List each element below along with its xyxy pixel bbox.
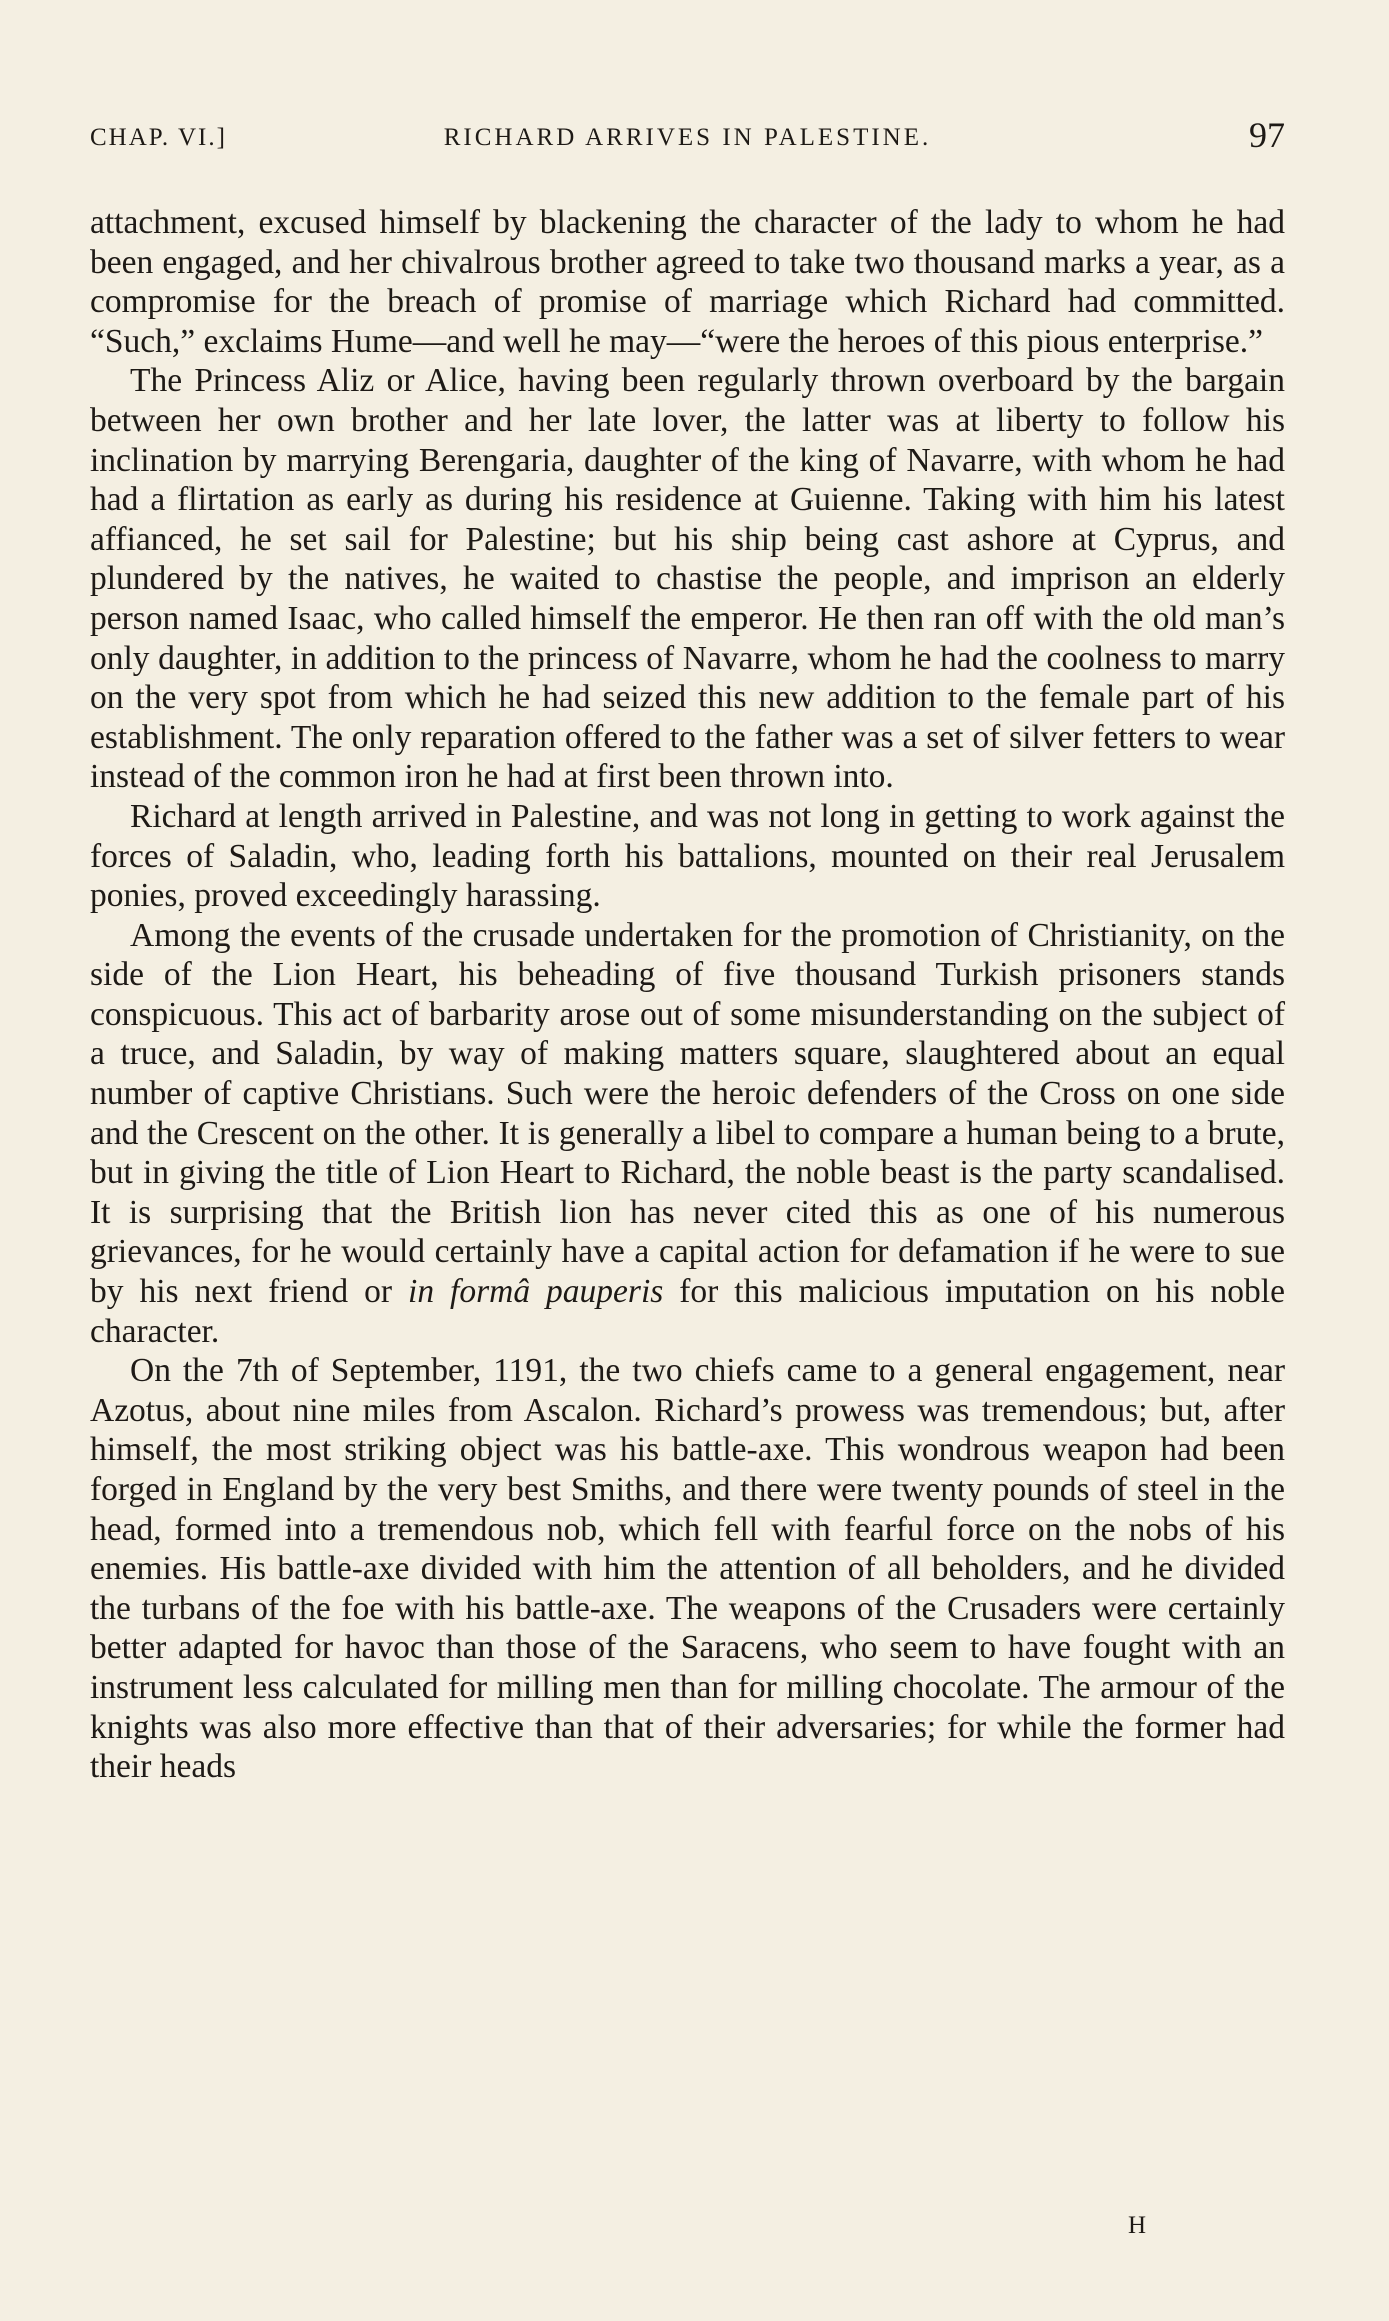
paragraph: [90, 361, 1285, 797]
signature-mark: H: [1128, 2212, 1148, 2239]
latin-phrase: in formâ pauperis: [408, 1273, 664, 1311]
page-number: 97: [1249, 115, 1285, 155]
chapter-label: CHAP. VI.]: [90, 124, 227, 151]
running-title: RICHARD ARRIVES IN PALESTINE.: [443, 124, 932, 151]
paragraph: [90, 916, 1285, 1352]
paragraph-text: attachment, excused himself by blackening the character of the lady to whom he had been engaged, and her chivalrous brother agreed to take two thousand marks a year, as a compromise for the breach of promise of marriage which Richard had committed. “Such,” exclaims Hume—and well he may—“were the heroes of this pious enterprise.”: [90, 204, 1285, 360]
body-text: [90, 203, 1285, 1787]
paragraph-text: On the 7th of September, 1191, the two chiefs came to a general engagement, near Azotus, about nine miles from Ascalon. Richard’s prowess was tremendous; but, after himself, the most striking object was his battle-axe. This wondrous weapon had been forged in England by the very best Smiths, and there were twenty pounds of steel in the head, formed into a tremendous nob, which fell with fearful force on the nobs of his enemies. His battle-axe divided with him the attention of all beholders, and he divided the turbans of the foe with his battle-axe. The weapons of the Crusaders were certainly better adapted for havoc than those of the Saracens, who seem to have fought with an instrument less calculated for milling men than for milling chocolate. The armour of the knights was also more effective than that of their adversaries; for while the former had their heads: [90, 1352, 1285, 1786]
paragraph: [90, 797, 1285, 916]
running-head: [90, 115, 1285, 164]
paragraph: [90, 203, 1285, 361]
paragraph-text: The Princess Aliz or Alice, having been regularly thrown overboard by the bargain between her own brother and her late lover, the latter was at liberty to follow his inclination by marrying Berengaria, daughter of the king of Navarre, with whom he had had a flirtation as early as during his residence at Guienne. Taking with him his latest affianced, he set sail for Palestine; but his ship being cast ashore at Cyprus, and plundered by the natives, he waited to chastise the people, and imprison an elderly person named Isaac, who called himself the emperor. He then ran off with the old man’s only daughter, in addition to the princess of Navarre, whom he had the coolness to marry on the very spot from which he had seized this new addition to the female part of his establishment. The only reparation offered to the father was a set of silver fetters to wear instead of the common iron he had at first been thrown into.: [90, 362, 1285, 796]
paragraph-text: for this malicious imputation on his noble character.: [90, 1273, 1285, 1350]
paragraph: [90, 1351, 1285, 1787]
paragraph-text: Richard at length arrived in Palestine, and was not long in getting to work against the forces of Saladin, who, leading forth his battalions, mounted on their real Jerusalem ponies, proved exceedingly harassing.: [90, 797, 1285, 915]
paragraph-text: Among the events of the crusade undertaken for the promotion of Christianity, on the side of the Lion Heart, his beheading of five thousand Turkish prisoners stands conspicuous. This act of barbarity arose out of some misunderstanding on the subject of a truce, and Saladin, by way of making matters square, slaughtered about an equal number of captive Christians. Such were the heroic defenders of the Cross on one side and the Crescent on the other. It is generally a libel to compare a human being to a brute, but in giving the title of Lion Heart to Richard, the noble beast is the party scandalised. It is surprising that the British lion has never cited this as one of his numerous grievances, for he would certainly have a capital action for defamation if he were to sue by his next friend or: [90, 916, 1285, 1311]
